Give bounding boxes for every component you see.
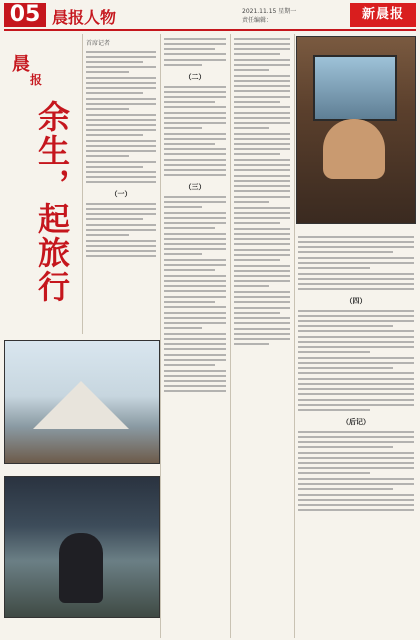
section-heading: （后记）: [342, 418, 370, 426]
svg-text:报: 报: [30, 73, 43, 87]
photo-window: [313, 55, 397, 121]
issue-date: 2021.11.15 星期一: [242, 8, 297, 15]
section-heading: （一）: [110, 190, 132, 198]
photo-tent: [33, 381, 129, 429]
text-column-2: [164, 38, 226, 396]
photo-portrait: [296, 36, 416, 224]
section-heading: （二）: [184, 73, 206, 81]
column-divider: [160, 34, 161, 638]
text-column-1: [86, 38, 156, 261]
editor-line: 责任编辑：: [242, 17, 273, 24]
text-column-3: [234, 38, 290, 349]
column-divider: [294, 34, 295, 638]
photo-subject: [323, 119, 385, 179]
photo-traveler: [4, 476, 160, 618]
svg-text:晨: 晨: [12, 54, 30, 75]
column-logo-icon: [10, 48, 54, 88]
photo-subject: [59, 533, 103, 603]
section-heading: （四）: [345, 297, 367, 305]
section-heading: （三）: [184, 183, 206, 191]
headline: 余生，起旅行: [33, 100, 71, 304]
byline: 首席记者: [86, 40, 111, 47]
section-title: 晨报人物: [52, 8, 117, 27]
column-divider: [230, 34, 231, 638]
masthead-logo: 新晨报: [350, 3, 416, 27]
text-column-4: [298, 236, 414, 515]
header-rule: [4, 29, 416, 31]
column-divider: [82, 34, 83, 334]
photo-camp: [4, 340, 160, 464]
page-number: 05: [4, 3, 46, 27]
